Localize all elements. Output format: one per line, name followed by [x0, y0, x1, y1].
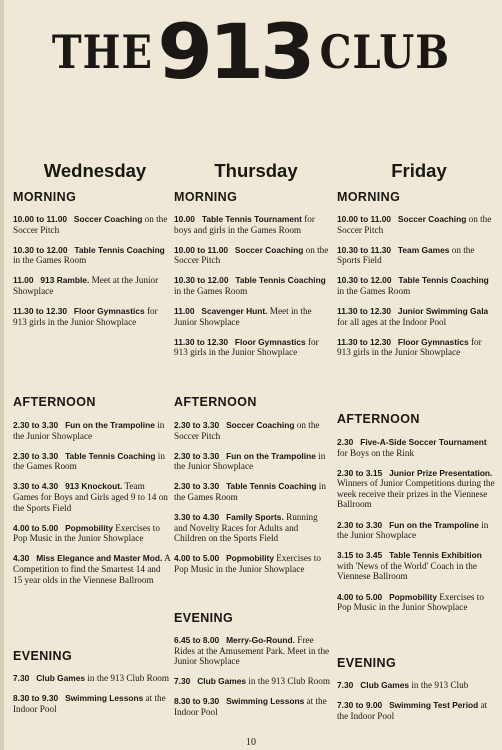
- entry-description: in the 913 Club Room: [246, 676, 331, 687]
- entries-evening: [174, 635, 332, 727]
- entry-title: Junior Swimming Gala: [397, 306, 489, 317]
- entry-title: Table Tennis Coaching: [65, 450, 156, 461]
- schedule-entry: [13, 523, 171, 544]
- entry-time: 11.30 to 12.30: [174, 336, 229, 347]
- entry-description: Exercises to Pop Music in the Junior Showplace: [174, 553, 321, 574]
- day-heading: Friday: [391, 160, 447, 181]
- entry-description: on the Soccer Pitch: [13, 214, 168, 235]
- entry-description: in the Games Room: [174, 481, 326, 502]
- entry-title: Scavenger Hunt.: [201, 306, 268, 317]
- entry-time: 6.45 to 8.00: [174, 635, 220, 645]
- entry-title: 913 Knockout.: [65, 481, 123, 492]
- entry-time: 2.30 to 3.30: [174, 420, 220, 430]
- entry-time: 7.30: [337, 680, 354, 690]
- entry-description: Team Games for Boys and Girls aged 9 to 14 on the Sports Field: [13, 481, 168, 513]
- entry-title: Soccer Coaching: [234, 244, 304, 255]
- page-title: [0, 7, 502, 96]
- schedule-entry: [337, 275, 495, 296]
- schedule-entry: [13, 693, 171, 714]
- entry-description: Meet in the Junior Showplace: [174, 306, 312, 327]
- entry-time: 10.30 to 12.00: [337, 275, 392, 286]
- entry-time: 10.30 to 12.00: [174, 275, 229, 286]
- entry-description: for all ages at the Indoor Pool: [337, 316, 447, 327]
- schedule-entry: [13, 553, 171, 585]
- entry-title: Club Games: [36, 673, 86, 683]
- schedule-entry: [337, 550, 495, 582]
- schedule-entry: [13, 214, 171, 235]
- entry-title: Junior Prize Presentation.: [389, 467, 493, 478]
- schedule-entry: [337, 337, 495, 358]
- day-column-friday: [337, 160, 495, 721]
- entries-morning: [337, 214, 495, 367]
- entry-time: 10.00 to 11.00: [174, 244, 229, 255]
- entry-time: 2.30 to 3.30: [174, 450, 220, 461]
- entry-description: in the Junior Showplace: [13, 420, 165, 441]
- entry-description: in the Junior Showplace: [174, 450, 326, 472]
- entry-description: in the Games Room: [337, 285, 411, 296]
- entry-description: Free Rides at the Amusement Park. Meet in the Junior Showplace: [174, 635, 330, 667]
- entry-time: 2.30 to 3.15: [337, 467, 383, 478]
- schedule-entry: [13, 275, 171, 296]
- schedule-entry: [337, 437, 495, 458]
- section-heading-afternoon: AFTERNOON: [13, 395, 96, 409]
- entry-title: Five-A-Side Soccer Tournament: [360, 437, 487, 447]
- section-heading-evening: EVENING: [174, 611, 234, 625]
- entry-description: on the Soccer Pitch: [174, 244, 329, 266]
- entry-description: Running and Novelty Races for Adults and Children on the Sports Field: [174, 512, 318, 544]
- entry-time: 8.30 to 9.30: [13, 693, 59, 704]
- entry-title: Merry-Go-Round.: [226, 635, 295, 645]
- entry-time: 7.30: [13, 673, 30, 683]
- entry-time: 3.30 to 4.30: [13, 481, 59, 492]
- entry-time: 4.00 to 5.00: [174, 553, 220, 564]
- entry-title: Popmobility: [65, 522, 113, 533]
- schedule-entry: [337, 700, 495, 721]
- entry-time: 2.30 to 3.30: [13, 450, 59, 461]
- entry-description: in the 913 Club: [409, 680, 469, 690]
- entry-description: at the Indoor Pool: [174, 696, 327, 717]
- entry-time: 7.30: [174, 676, 191, 687]
- entries-afternoon: [174, 420, 332, 584]
- entry-time: 7.30 to 9.00: [337, 700, 383, 711]
- entry-title: Table Tennis Tournament: [201, 214, 302, 224]
- entry-description: for 913 girls in the Junior Showplace: [337, 336, 482, 358]
- entry-title: Soccer Coaching: [397, 214, 467, 224]
- entries-afternoon: [337, 437, 495, 622]
- entry-title: Club Games: [360, 680, 410, 690]
- entry-title: Fun on the Trampoline: [226, 450, 316, 461]
- schedule-entry: [174, 306, 332, 327]
- entries-evening: [13, 673, 171, 724]
- entry-title: Table Tennis Coaching: [74, 244, 165, 255]
- schedule-entry: [174, 635, 332, 667]
- entry-time: 2.30: [337, 437, 354, 447]
- section-heading-morning: MORNING: [337, 190, 401, 204]
- schedule-entry: [337, 520, 495, 541]
- page-number: 10: [246, 737, 256, 748]
- entry-time: 2.30 to 3.30: [13, 420, 59, 430]
- entry-description: Exercises to Pop Music in the Junior Showplace: [13, 522, 160, 544]
- entries-evening: [337, 680, 495, 731]
- title-the: THE: [51, 24, 153, 80]
- entry-description: in the Junior Showplace: [337, 519, 489, 541]
- entry-time: 10.30 to 12.00: [13, 244, 68, 255]
- schedule-entry: [174, 481, 332, 502]
- schedule-entry: [174, 451, 332, 472]
- title-number: 913: [157, 7, 312, 96]
- entry-time: 11.30 to 12.30: [337, 336, 392, 347]
- schedule-entry: [174, 553, 332, 574]
- entry-description: for boys and girls in the Games Room: [174, 214, 315, 235]
- entry-time: 8.30 to 9.30: [174, 696, 220, 707]
- entries-morning: [13, 214, 171, 337]
- entry-description: in the Games Room: [174, 285, 248, 296]
- entry-time: 10.30 to 11.30: [337, 244, 392, 255]
- entry-title: Table Tennis Exhibition: [389, 550, 482, 561]
- page-edge-shadow: [0, 0, 4, 750]
- entry-time: 11.30 to 12.30: [337, 306, 392, 317]
- entry-description: at the Indoor Pool: [13, 693, 166, 714]
- entry-time: 2.30 to 3.30: [174, 481, 220, 492]
- section-heading-morning: MORNING: [174, 190, 238, 204]
- schedule-entry: [337, 592, 495, 613]
- entry-title: Popmobility: [389, 591, 437, 602]
- entry-description: on the Soccer Pitch: [337, 214, 492, 235]
- day-column-thursday: [174, 160, 331, 717]
- entry-time: 2.30 to 3.30: [337, 519, 383, 530]
- entry-time: 4.30: [13, 553, 30, 564]
- entry-title: Soccer Coaching: [73, 214, 143, 224]
- section-heading-evening: EVENING: [337, 656, 397, 670]
- schedule-entry: [174, 420, 332, 441]
- entries-morning: [174, 214, 332, 367]
- schedule-entry: [337, 468, 495, 510]
- schedule-entry: [13, 673, 171, 684]
- schedule-entry: [174, 696, 332, 717]
- entry-description: Winners of Junior Competitions during the week receive their prizes in the Viennese Ballroom: [337, 478, 495, 510]
- entry-time: 10.00: [174, 214, 195, 224]
- entry-title: Table Tennis Coaching: [235, 275, 326, 286]
- entry-time: 11.00: [13, 275, 34, 286]
- schedule-entry: [337, 680, 495, 691]
- day-heading: Wednesday: [43, 160, 147, 181]
- entries-afternoon: [13, 420, 171, 595]
- schedule-entry: [13, 306, 171, 327]
- day-column-wednesday: [13, 160, 171, 714]
- entry-description: A Competition to find the Smartest 14 and 15 year olds in the Viennese Ballroom: [13, 553, 171, 585]
- schedule-entry: [13, 481, 171, 513]
- schedule-entry: [13, 451, 171, 472]
- entry-title: Fun on the Trampoline: [389, 519, 479, 530]
- entry-title: Swimming Test Period: [389, 700, 479, 711]
- entry-description: for 913 girls in the Junior Showplace: [174, 336, 319, 358]
- entry-title: Floor Gymnastics: [397, 336, 469, 347]
- entry-description: Meet at the Junior Showplace: [13, 275, 159, 296]
- entry-title: Family Sports.: [226, 512, 284, 523]
- schedule-entry: [337, 306, 495, 327]
- section-heading-evening: EVENING: [13, 649, 73, 663]
- entry-time: 11.30 to 12.30: [13, 306, 68, 317]
- schedule-entry: [174, 275, 332, 296]
- entry-description: for Boys on the Rink: [337, 447, 415, 458]
- entry-description: with 'News of the World' Coach in the Viennese Ballroom: [337, 560, 477, 582]
- entry-time: 10.00 to 11.00: [337, 214, 392, 224]
- schedule-entry: [337, 214, 495, 235]
- entry-description: in the Games Room: [13, 450, 165, 472]
- entry-title: Team Games: [397, 244, 450, 255]
- entry-description: on the Soccer Pitch: [174, 420, 320, 441]
- entry-description: in the Games Room: [13, 255, 87, 266]
- section-heading-morning: MORNING: [13, 190, 77, 204]
- schedule-entry: [174, 214, 332, 235]
- section-heading-afternoon: AFTERNOON: [174, 395, 257, 409]
- schedule-entry: [174, 245, 332, 266]
- schedule-entry: [13, 245, 171, 266]
- entry-description: Exercises to Pop Music in the Junior Showplace: [337, 591, 484, 613]
- entry-time: 4.00 to 5.00: [337, 591, 383, 602]
- entry-description: in the 913 Club Room: [85, 673, 170, 683]
- entry-title: Floor Gymnastics: [234, 336, 306, 347]
- entry-title: Floor Gymnastics: [73, 306, 145, 317]
- entry-title: Swimming Lessons: [226, 696, 305, 707]
- entry-description: on the Sports Field: [337, 244, 475, 266]
- entry-time: 3.15 to 3.45: [337, 550, 383, 561]
- entry-title: Swimming Lessons: [65, 693, 144, 704]
- entry-description: for 913 girls in the Junior Showplace: [13, 306, 158, 327]
- entry-title: Popmobility: [226, 553, 274, 564]
- entry-time: 4.00 to 5.00: [13, 522, 59, 533]
- section-heading-afternoon: AFTERNOON: [337, 412, 420, 426]
- entry-time: 3.30 to 4.30: [174, 512, 220, 523]
- entry-title: Club Games: [197, 676, 247, 687]
- entry-title: Table Tennis Coaching: [226, 481, 317, 492]
- title-club: CLUB: [319, 24, 451, 80]
- schedule-entry: [174, 337, 332, 358]
- entry-title: Miss Elegance and Master Mod.: [36, 553, 163, 564]
- schedule-entry: [174, 512, 332, 544]
- day-heading: Thursday: [214, 160, 298, 181]
- entry-title: Table Tennis Coaching: [398, 275, 489, 286]
- entry-title: Fun on the Trampoline: [65, 420, 155, 430]
- entry-description: at the Indoor Pool: [337, 700, 488, 721]
- entry-time: 10.00 to 11.00: [13, 214, 68, 224]
- entry-time: 11.00: [174, 306, 195, 317]
- schedule-entry: [13, 420, 171, 441]
- schedule-entry: [337, 245, 495, 266]
- entry-title: 913 Ramble.: [40, 275, 90, 286]
- entry-title: Soccer Coaching: [226, 420, 295, 430]
- schedule-entry: [174, 676, 332, 687]
